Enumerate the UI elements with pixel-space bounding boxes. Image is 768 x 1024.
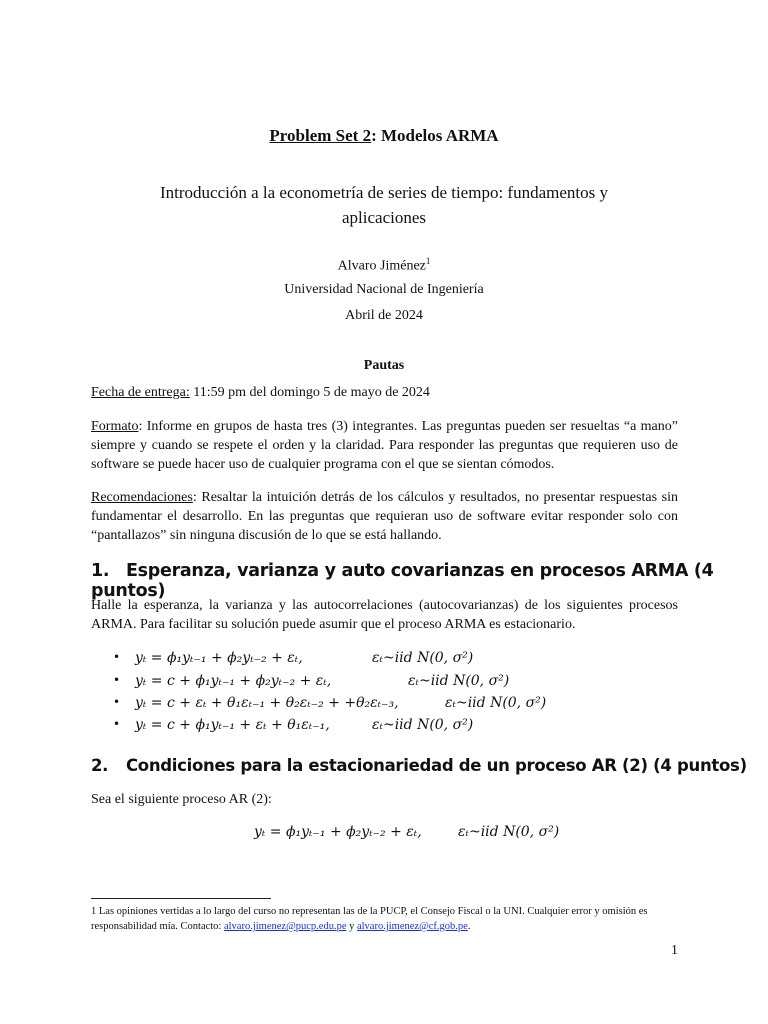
formato-text: : Informe en grupos de hasta tres (3) integrantes. Las preguntas pueden ser resueltas “a mano” siempre y cuando se respete el orden y la claridad. Para responder las preguntas que requieren uso de software se puede hacer uso de cualquier programa con el que se sientan cómodos. — [91, 419, 678, 472]
section-1-heading — [91, 561, 768, 601]
pautas-heading: Pautas — [363, 358, 405, 373]
footnote-divider — [91, 898, 271, 899]
section-2-heading — [91, 756, 747, 775]
fecha-label: Fecha de entrega: — [91, 385, 190, 400]
error-distribution: εₜ~iid N(0, σ²) — [372, 650, 474, 666]
error-distribution: εₜ~iid N(0, σ²) — [408, 673, 510, 689]
error-distribution: εₜ~iid N(0, σ²) — [445, 695, 547, 711]
recomendaciones-text: : Resaltar la intuición detrás de los cálculos y resultados, no presentar respuestas sin fundamentar el desarrollo. En las preguntas que requieran uso de software evitar responder solo con “pantallazos” sin ninguna discusión de lo que se está hallando. — [91, 490, 678, 543]
footnote-mark: 1 — [91, 906, 97, 917]
footnote-end: . — [467, 921, 471, 932]
section-1-number: 1. — [91, 561, 110, 581]
title-underlined: Problem Set 2 — [269, 126, 372, 145]
error-distribution: εₜ~iid N(0, σ²) — [372, 717, 474, 733]
subtitle: Introducción a la econometría de series de tiempo: fundamentos y aplicaciones — [160, 183, 608, 227]
section-2-number: 2. — [91, 756, 109, 775]
ar2-equation: yₜ = ϕ₁yₜ₋₁ + ϕ₂yₜ₋₂ + εₜ, — [254, 824, 422, 840]
fecha-paragraph — [91, 383, 678, 402]
title-rest: : Modelos ARMA — [371, 126, 499, 145]
process-equation: yₜ = ϕ₁yₜ₋₁ + ϕ₂yₜ₋₂ + εₜ, — [135, 650, 303, 666]
author-name: Alvaro Jiménez — [337, 258, 426, 274]
process-equation: yₜ = c + εₜ + θ₁εₜ₋₁ + θ₂εₜ₋₂ + +θ₂εₜ₋₃, — [135, 695, 399, 711]
recomendaciones-label: Recomendaciones — [91, 490, 193, 505]
bullet-icon: • — [113, 673, 121, 687]
formato-label: Formato — [91, 419, 139, 434]
ar2-distribution: εₜ~iid N(0, σ²) — [458, 824, 560, 840]
fecha-text: 11:59 pm del domingo 5 de mayo de 2024 — [189, 385, 430, 400]
footnote-text: Las opiniones vertidas a lo largo del curso no representan las de la PUCP, el Consejo Fiscal o la UNI. Cualquier error y omisión es responsabilidad mía. Contacto: — [91, 906, 648, 932]
process-equation: yₜ = c + ϕ₁yₜ₋₁ + εₜ + θ₁εₜ₋₁, — [135, 717, 330, 733]
footnote — [91, 904, 681, 934]
email-link-pucp[interactable]: alvaro.jimenez@pucp.edu.pe — [223, 921, 347, 932]
section-2-title: Condiciones para la estacionariedad de un proceso AR (2) (4 puntos) — [126, 756, 747, 775]
page-title — [0, 126, 768, 146]
bullet-icon: • — [113, 650, 121, 664]
bullet-icon: • — [113, 695, 121, 709]
author-institution: Universidad Nacional de Ingeniería — [284, 282, 484, 297]
section-1-intro: Halle la esperanza, la varianza y las autocorrelaciones (autocovarianzas) de los siguientes procesos ARMA. Para facilitar su solución puede asumir que el proceso ARMA es estacionario. — [91, 598, 678, 632]
footnote-between: y — [346, 921, 357, 932]
recomendaciones-paragraph — [91, 488, 678, 545]
author-line — [0, 256, 768, 275]
bullet-icon: • — [113, 717, 121, 731]
section-1-title: Esperanza, varianza y auto covarianzas en procesos ARMA (4 puntos) — [91, 561, 714, 601]
page-number: 1 — [671, 943, 678, 958]
author-footnote-mark: 1 — [425, 256, 431, 266]
document-date: Abril de 2024 — [345, 308, 423, 323]
formato-paragraph — [91, 417, 678, 474]
email-link-cf[interactable]: alvaro.jimenez@cf.gob.pe — [356, 921, 468, 932]
process-equation: yₜ = c + ϕ₁yₜ₋₁ + ϕ₂yₜ₋₂ + εₜ, — [135, 673, 332, 689]
section-2-intro: Sea el siguiente proceso AR (2): — [91, 792, 272, 807]
